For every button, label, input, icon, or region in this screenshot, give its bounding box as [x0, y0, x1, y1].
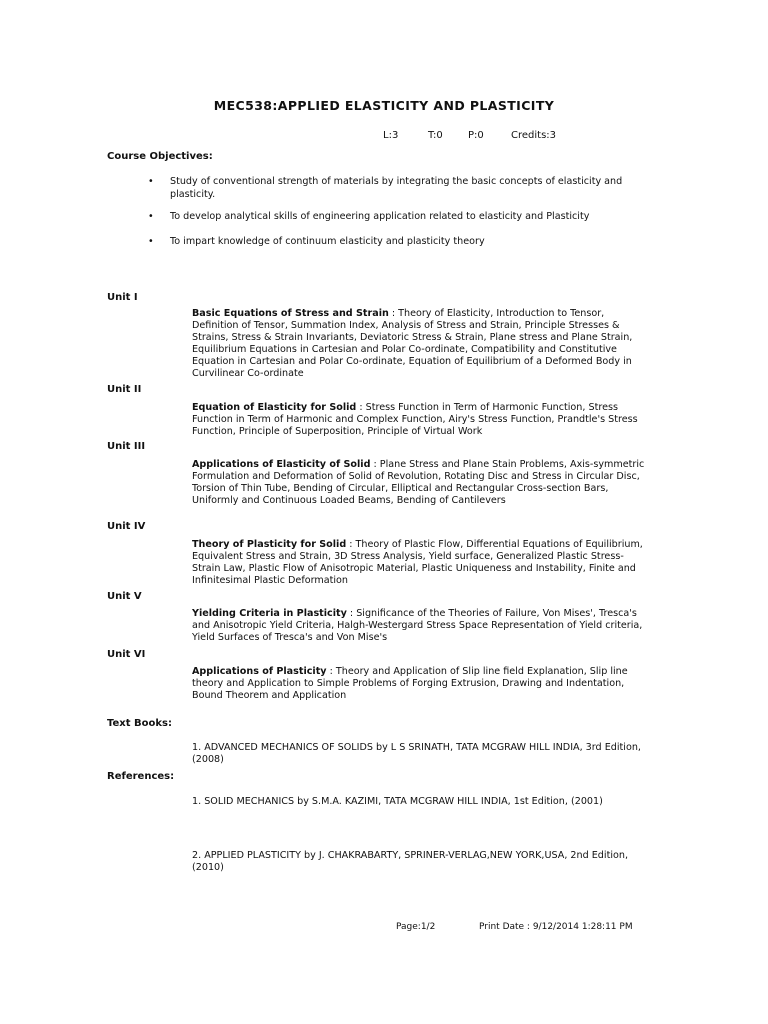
objective-text: Study of conventional strength of materials by integrating the basic concepts of elasticity and plasticity.: [170, 176, 623, 200]
text-books-heading: Text Books:: [107, 718, 172, 729]
unit-label: Unit IV: [107, 521, 146, 532]
unit-topic: Applications of Plasticity: [192, 666, 327, 677]
bullet-icon: •: [148, 211, 154, 222]
credits: Credits:3: [511, 130, 557, 141]
unit-content: [192, 308, 647, 380]
print-date: Print Date : 9/12/2014 1:28:11 PM: [479, 922, 633, 932]
unit-label: Unit V: [107, 591, 142, 602]
unit-label: Unit I: [107, 292, 138, 303]
unit-description: : Stress Function in Term of Harmonic Function, Stress Function in Term of Harmonic and Complex Function, Airy's Stress Function, Prandtle's Stress Function, Principle of Superposition, Principle of Virtual Work: [192, 402, 638, 437]
objective-item: [0, 235, 768, 249]
unit-description: : Plane Stress and Plane Stain Problems, Axis-symmetric Formulation and Deformation of Solid of Revolution, Rotating Disc and Stress in Circular Disc, Torsion of Thin Tube, Bending of Circular, Elliptical and Rectangular Cross-section Bars, Uniformly and Continuous Loaded Beams, Bending of Cantilevers: [192, 459, 645, 506]
objective-text: To impart knowledge of continuum elasticity and plasticity theory: [170, 236, 485, 247]
unit-label: Unit VI: [107, 649, 146, 660]
unit-description: : Theory of Elasticity, Introduction to Tensor, Definition of Tensor, Summation Index, Analysis of Stress and Strain, Principle Stresses & Strains, Stress & Strain Invariants, Deviatoric Stress & Strain, Plane stress and Plane Strain, Equilibrium Equations in Cartesian and Polar Co-ordinate, Compatibility and Constitutive Equation in Cartesian and Polar Co-ordinate, Equation of Equilibrium of a Deformed Body in Curvilinear Co-ordinate: [192, 308, 633, 379]
lecture-hours: L:3: [383, 130, 399, 141]
objective-item: [0, 175, 768, 203]
page-number: Page:1/2: [396, 922, 436, 932]
unit-description: : Theory and Application of Slip line field Explanation, Slip line theory and Application to Simple Problems of Forging Extrusion, Drawing and Indentation, Bound Theorem and Application: [192, 666, 628, 701]
unit-content: [192, 402, 647, 438]
unit-topic: Yielding Criteria in Plasticity: [192, 608, 347, 619]
unit-topic: Applications of Elasticity of Solid: [192, 459, 371, 470]
practical-hours: P:0: [468, 130, 484, 141]
bullet-icon: •: [148, 176, 154, 187]
reference-item: 1. SOLID MECHANICS by S.M.A. KAZIMI, TATA MCGRAW HILL INDIA, 1st Edition, (2001): [192, 796, 603, 807]
reference-item: 2. APPLIED PLASTICITY by J. CHAKRABARTY, SPRINER-VERLAG,NEW YORK,USA, 2nd Edition, (2010): [192, 850, 628, 873]
tutorial-hours: T:0: [428, 130, 443, 141]
bullet-icon: •: [148, 236, 154, 247]
objective-item: [0, 210, 768, 224]
unit-topic: Equation of Elasticity for Solid: [192, 402, 357, 413]
unit-content: [192, 608, 647, 644]
unit-label: Unit III: [107, 441, 146, 452]
unit-content: [192, 539, 647, 587]
unit-description: : Significance of the Theories of Failure, Von Mises', Tresca's and Anisotropic Yield Criteria, Halgh-Westergard Stress Space Representation of Yield criteria, Yield Surfaces of Tresca's and Von Mise's: [192, 608, 643, 643]
unit-content: [192, 459, 647, 507]
text-book-item: 1. ADVANCED MECHANICS OF SOLIDS by L S SRINATH, TATA MCGRAW HILL INDIA, 3rd Edition, (2008): [192, 742, 641, 765]
objective-text: To develop analytical skills of engineering application related to elasticity and Plasticity: [170, 211, 590, 222]
course-objectives-heading: Course Objectives:: [107, 151, 213, 162]
unit-topic: Basic Equations of Stress and Strain: [192, 308, 389, 319]
unit-description: : Theory of Plastic Flow, Differential Equations of Equilibrium, Equivalent Stress and Strain, 3D Stress Analysis, Yield surface, Generalized Plastic Stress-Strain Law, Plastic Flow of Anisotropic Material, Plastic Uniqueness and Instability, Finite and Infinitesimal Plastic Deformation: [192, 539, 643, 586]
unit-topic: Theory of Plasticity for Solid: [192, 539, 347, 550]
unit-content: [192, 666, 647, 702]
page-title: MEC538:APPLIED ELASTICITY AND PLASTICITY: [213, 98, 555, 113]
references-heading: References:: [107, 771, 175, 782]
unit-label: Unit II: [107, 384, 142, 395]
